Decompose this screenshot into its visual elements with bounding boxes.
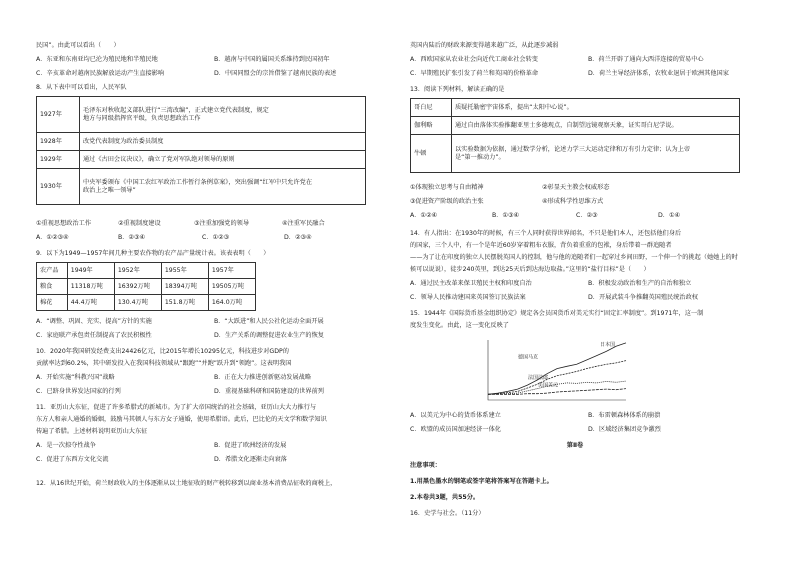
option[interactable]: D．希腊文化逐渐走向衰落 xyxy=(214,456,287,463)
option[interactable]: B．布雷顿森林体系的崩溃 xyxy=(588,412,661,419)
cell: 16392万吨 xyxy=(114,279,161,295)
year-cell: 1930年 xyxy=(37,169,80,205)
cell: 130.4万吨 xyxy=(114,295,161,311)
year-cell: 1927年 xyxy=(37,97,80,133)
q9-stem: 9．以下为1949—1957年间几种主要农作物的农产品产量统计表。该表表明（ ） xyxy=(36,250,270,257)
cell-text: 改党代表制度为政治委员制度 xyxy=(80,133,366,151)
cell: 粮食 xyxy=(37,279,68,295)
option[interactable]: C．①②③ xyxy=(202,234,230,241)
name-cell: 伽利略 xyxy=(411,117,452,135)
option[interactable]: B．越南与中国的属国关系维持到民国初年 xyxy=(214,56,330,63)
option[interactable]: D．重视基础科研和国防建设的世界前列 xyxy=(214,388,324,395)
q13-stem: 13．阅读下列材料，解读正确的是 xyxy=(410,86,505,93)
option[interactable]: D．开展武装斗争推翻英国殖民统治政权 xyxy=(588,294,698,301)
option[interactable]: A．①②③④ xyxy=(36,234,69,241)
notes-title: 注意事项： xyxy=(410,462,441,469)
option[interactable]: B．正在大力推进创新驱动发展战略 xyxy=(214,374,312,381)
q8-sub: ①重视思想政治工作 xyxy=(36,220,92,227)
q8-stem: 8．从下表中可以看出，人民军队 xyxy=(36,84,127,91)
option[interactable]: D．荷兰主导经济体系，农牧业退居于欧洲其他国家 xyxy=(588,70,729,77)
q11-stem: 传遍了希腊。上述材料说明亚历山大东征 xyxy=(36,428,148,435)
year-cell: 1929年 xyxy=(37,151,80,169)
option[interactable]: C．已跻身世界发达国家的行列 xyxy=(36,388,121,395)
option[interactable]: B．积极发动政治和生产的自治和独立 xyxy=(588,280,692,287)
cell-text: 地方与同级指挥官平级，负责思想政治工作 xyxy=(83,114,201,122)
year-cell: 1928年 xyxy=(37,133,80,151)
option[interactable]: A．开始实施“科教兴国”战略 xyxy=(36,374,115,381)
q10-stem: 10．2020年我国研发经费支出24426亿元，比2015年增长10295亿元，科技进步对GDP的 xyxy=(36,348,289,355)
q12-stem: 12．从16世纪开始，荷兰财政收入的主体逐渐从以土地征收的财产税转移到以商业基本消费品征收的商税上， xyxy=(36,480,337,487)
option[interactable]: B．①③④ xyxy=(492,212,520,219)
option[interactable]: D．②③④ xyxy=(284,234,312,241)
q13-sub: ④形成科学性思维方式 xyxy=(542,198,604,205)
q14-stem: 的国家，三个人中，有一个是年近60岁穿着粗布衣服，背负着重重的包袱，身后带着一群追随者 xyxy=(410,242,672,249)
q14-stem: 14．有人指出：在1930年的时候，有三个人同时获得世界闻名，不只是他们本人，还包括他们身后 xyxy=(410,230,682,237)
q14-stem: ——为了让在印度的独立人民摆脱英国人的控制，他与他的追随者们一起穿过乡间田野，一个伸一个的挑起（她她上的时 xyxy=(410,254,738,261)
option[interactable]: C．领导人民推动建国来英国签订民族法案 xyxy=(410,294,526,301)
cell: 棉花 xyxy=(37,295,68,311)
header-cell: 1949年 xyxy=(67,263,114,279)
option[interactable]: A．西欧国家从农业社会向近代工商业社会转变 xyxy=(410,56,538,63)
name-cell: 牛顿 xyxy=(411,135,452,173)
q13-sub: ①体现独立思考与自由精神 xyxy=(410,184,484,191)
cell-text: 质疑托勒密宇宙体系，提出“太阳中心说”。 xyxy=(452,99,740,117)
header-cell: 农产品 xyxy=(37,263,68,279)
option[interactable]: C．家庭联产承包责任制提高了农民积极性 xyxy=(36,332,152,339)
option[interactable]: D．生产关系的调整促进农业生产的恢复 xyxy=(214,332,324,339)
cell-text: 是“第一推动力”。 xyxy=(455,153,505,161)
cell: 44.4万吨 xyxy=(67,295,114,311)
top-line: 英国内陆后的财政来源变得越来越广泛，从此逐步减弱 xyxy=(410,42,559,49)
cell: 151.8万吨 xyxy=(161,295,208,311)
q8-table xyxy=(36,96,366,205)
header-cell: 1955年 xyxy=(161,263,208,279)
option[interactable]: C．②③ xyxy=(576,212,598,219)
cell-text: 毛泽东对秋收起义部队进行“三湾改编”，正式建立党代表制度，规定 xyxy=(83,106,269,114)
q8-sub: ③注重加强党的领导 xyxy=(194,220,250,227)
option[interactable]: D．①④ xyxy=(658,212,681,219)
option[interactable]: C．辛亥革命对越南民族解放运动产生直接影响 xyxy=(36,70,165,77)
q13-table xyxy=(410,98,740,173)
q8-sub: ②重视制度建设 xyxy=(118,220,161,227)
cell-text: 通过《古田会议决议》，确立了党对军队绝对领导的原则 xyxy=(80,151,366,169)
option[interactable]: B．“大跃进”和人民公社化运动全面开展 xyxy=(214,318,324,325)
q8-sub: ④注重军民融合 xyxy=(282,220,325,227)
header-cell: 1952年 xyxy=(114,263,161,279)
cell: 18394万吨 xyxy=(161,279,208,295)
cell-text: 中央军委颁布《中国工农红军政治工作暂行条例草案》，突出强调“红军中只允许党在 xyxy=(83,178,313,186)
option[interactable]: C．欧盟的成员国加速经济一体化 xyxy=(410,426,501,433)
option[interactable]: D．中国同盟会的宗旨借鉴了越南民族的表述 xyxy=(214,70,337,77)
cell: 19505万吨 xyxy=(208,279,255,295)
q14-stem: 候可以说说），徒步240英里，到达25天后到达海边取盐。”这里的“盐行目标”是（ ） xyxy=(410,266,650,273)
option[interactable]: B．促进了欧洲经济的发展 xyxy=(214,442,287,449)
option[interactable]: B．荷兰开辟了通向大西洋连接的贸易中心 xyxy=(588,56,704,63)
series-label: 法国法郎 xyxy=(528,375,549,382)
currency-chart xyxy=(480,336,630,408)
option[interactable]: A．“调整、巩固、充实、提高”方针的实施 xyxy=(36,318,152,325)
series-label: 美国美元 xyxy=(538,382,559,389)
q9-table xyxy=(36,262,256,311)
q15-stem: 15．1944年《国际货币基金组织协定》规定各会员国货币对美元实行“固定汇率制度”。到1971年，这一制 xyxy=(410,310,704,317)
q16-stem: 16．史学与社会。（11分） xyxy=(410,510,485,517)
option[interactable]: B．②③④ xyxy=(118,234,146,241)
cell: 164.0万吨 xyxy=(208,295,255,311)
intro-line: 民国”。由此可以看出（ ） xyxy=(36,42,120,49)
q15-stem: 度发生变化。由此，这一变化反映了 xyxy=(410,322,509,329)
part-title: 第Ⅱ卷 xyxy=(566,442,584,449)
option[interactable]: A．以美元为中心的货币体系建立 xyxy=(410,412,501,419)
option[interactable]: D．区域经济集团竞争激烈 xyxy=(588,426,661,433)
name-cell: 哥白尼 xyxy=(411,99,452,117)
note-line: 2.本卷共3题，共55分。 xyxy=(410,494,480,501)
cell-text: 以实验数据为依据，通过数学分析，论述力学三大运动定律和万有引力定律；认为上帝 xyxy=(455,145,691,153)
q13-sub: ②彰显天主教会权威形态 xyxy=(542,184,610,191)
option[interactable]: A．东亚和东南亚均已沦为殖民地和半殖民地 xyxy=(36,56,158,63)
option[interactable]: A．①②④ xyxy=(410,212,438,219)
option[interactable]: A．是一次掠夺性战争 xyxy=(36,442,96,449)
cell: 11318万吨 xyxy=(67,279,114,295)
q10-stem: 贡献率达到60.2%，其中研发投入在我国科技领域从“跟跑”“并跑”跃升到“领跑”。这表明我国 xyxy=(36,360,292,367)
header-cell: 1957年 xyxy=(208,263,255,279)
q11-stem: 11．亚历山大东征，促进了许多希腊式的新城市。为了扩大帝国统治的社会基础，亚历山大大力推行与 xyxy=(36,404,317,411)
q13-sub: ③促进资产阶级的政治主张 xyxy=(410,198,484,205)
series-label: 德国马克 xyxy=(518,354,539,361)
cell-text: 通过自由落体实验推翻亚里士多德观点，自制望远镜观察天象，证实哥白尼学说。 xyxy=(452,117,740,135)
note-line: 1.用黑色墨水的钢笔或签字笔将答案写在答题卡上。 xyxy=(410,478,553,485)
q11-stem: 东方人和亲人通婚的婚姻，鼓励马其顿人与东方女子通婚，使用希腊语。此后，巴比伦的天文学和数学知识 xyxy=(36,416,327,423)
series-label: 日本国 xyxy=(600,342,616,348)
option[interactable]: A．通过民主改革来保卫殖民主权和印度自治 xyxy=(410,280,532,287)
option[interactable]: C．促进了东西方文化交流 xyxy=(36,456,109,463)
option[interactable]: C．早期殖民扩张引发了荷兰和英国的价格革命 xyxy=(410,70,539,77)
cell-text: 政治上之唯一领导” xyxy=(83,186,136,194)
